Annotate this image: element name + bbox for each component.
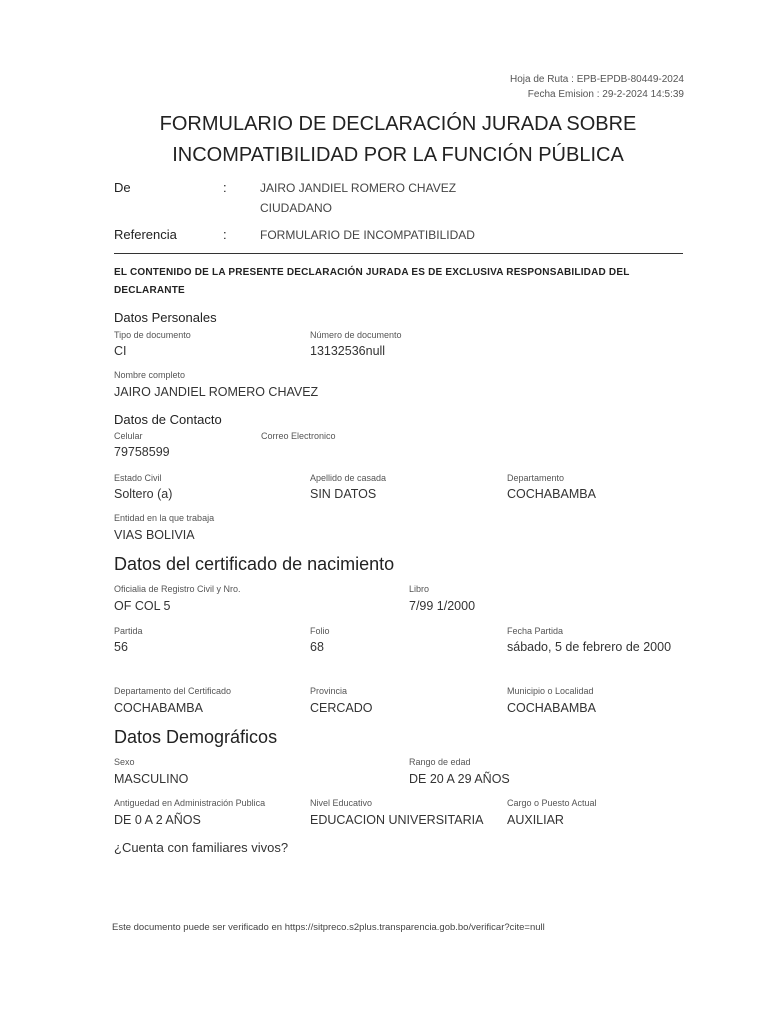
provincia-label: Provincia bbox=[310, 686, 348, 696]
partida-label: Partida bbox=[114, 626, 143, 636]
folio-value: 68 bbox=[310, 640, 324, 654]
section-datos-demograficos: Datos Demográficos bbox=[114, 727, 278, 747]
partida-value: 56 bbox=[114, 640, 128, 654]
celular-label: Celular bbox=[114, 431, 143, 441]
depto-cert-label: Departamento del Certificado bbox=[114, 686, 232, 696]
correo-label: Correo Electronico bbox=[261, 431, 336, 441]
section-certificado-nacimiento: Datos del certificado de nacimiento bbox=[114, 554, 395, 574]
referencia-label: Referencia bbox=[114, 227, 177, 242]
nombre-value: JAIRO JANDIEL ROMERO CHAVEZ bbox=[114, 385, 319, 399]
page-title-line2: INCOMPATIBILIDAD POR LA FUNCIÓN PÚBLICA bbox=[172, 144, 624, 166]
departamento-value: COCHABAMBA bbox=[507, 487, 596, 501]
responsibility-notice: EL CONTENIDO DE LA PRESENTE DECLARACIÓN JURADA ES DE EXCLUSIVA RESPONSABILIDAD DEL DECLARANTE bbox=[114, 267, 630, 296]
rango-edad-label: Rango de edad bbox=[409, 757, 471, 767]
folio-label: Folio bbox=[310, 626, 330, 636]
libro-value: 7/99 1/2000 bbox=[409, 599, 476, 613]
provincia-value: CERCADO bbox=[310, 701, 373, 715]
libro-label: Libro bbox=[409, 584, 430, 594]
section-datos-personales: Datos Personales bbox=[114, 310, 217, 325]
referencia-colon: : bbox=[223, 227, 227, 242]
entidad-value: VIAS BOLIVIA bbox=[114, 528, 195, 542]
sexo-label: Sexo bbox=[114, 757, 135, 767]
de-name: JAIRO JANDIEL ROMERO CHAVEZ bbox=[260, 181, 457, 195]
entidad-label: Entidad en la que trabaja bbox=[114, 513, 215, 523]
num-doc-label: Número de documento bbox=[310, 330, 402, 340]
fecha-partida-value: sábado, 5 de febrero de 2000 bbox=[507, 640, 672, 654]
hoja-de-ruta: Hoja de Ruta : EPB-EPDB-80449-2024 bbox=[510, 74, 684, 85]
estado-civil-label: Estado Civil bbox=[114, 473, 162, 483]
oficialia-value: OF COL 5 bbox=[114, 599, 171, 613]
header-divider bbox=[114, 253, 683, 254]
tipo-doc-value: CI bbox=[114, 344, 127, 358]
referencia-value: FORMULARIO DE INCOMPATIBILIDAD bbox=[260, 228, 475, 242]
antiguedad-value: DE 0 A 2 AÑOS bbox=[114, 813, 201, 827]
cargo-value: AUXILIAR bbox=[507, 813, 564, 827]
municipio-value: COCHABAMBA bbox=[507, 701, 596, 715]
nivel-educativo-value: EDUCACION UNIVERSITARIA bbox=[310, 813, 484, 827]
celular-value: 79758599 bbox=[114, 445, 170, 459]
cargo-label: Cargo o Puesto Actual bbox=[507, 798, 597, 808]
sexo-value: MASCULINO bbox=[114, 772, 189, 786]
departamento-label: Departamento bbox=[507, 473, 565, 483]
nivel-educativo-label: Nivel Educativo bbox=[310, 798, 373, 808]
estado-civil-value: Soltero (a) bbox=[114, 487, 173, 501]
fecha-partida-label: Fecha Partida bbox=[507, 626, 564, 636]
section-datos-contacto: Datos de Contacto bbox=[114, 412, 222, 427]
num-doc-value: 13132536null bbox=[310, 344, 386, 358]
tipo-doc-label: Tipo de documento bbox=[114, 330, 191, 340]
de-role: CIUDADANO bbox=[260, 201, 333, 215]
nombre-label: Nombre completo bbox=[114, 370, 186, 380]
oficialia-label: Oficialia de Registro Civil y Nro. bbox=[114, 584, 241, 594]
depto-cert-value: COCHABAMBA bbox=[114, 701, 203, 715]
municipio-label: Municipio o Localidad bbox=[507, 686, 594, 696]
fecha-emision: Fecha Emision : 29-2-2024 14:5:39 bbox=[527, 89, 684, 100]
de-label: De bbox=[114, 180, 131, 195]
rango-edad-value: DE 20 A 29 AÑOS bbox=[409, 772, 510, 786]
de-colon: : bbox=[223, 180, 227, 195]
antiguedad-label: Antiguedad en Administración Publica bbox=[114, 798, 266, 808]
apellido-casada-label: Apellido de casada bbox=[310, 473, 387, 483]
verification-footer: Este documento puede ser verificado en https://sitpreco.s2plus.transparencia.gob.bo/verificar?cite=null bbox=[112, 922, 545, 933]
page-title-line1: FORMULARIO DE DECLARACIÓN JURADA SOBRE bbox=[159, 113, 637, 135]
apellido-casada-value: SIN DATOS bbox=[310, 487, 377, 501]
familiares-question: ¿Cuenta con familiares vivos? bbox=[114, 840, 289, 855]
